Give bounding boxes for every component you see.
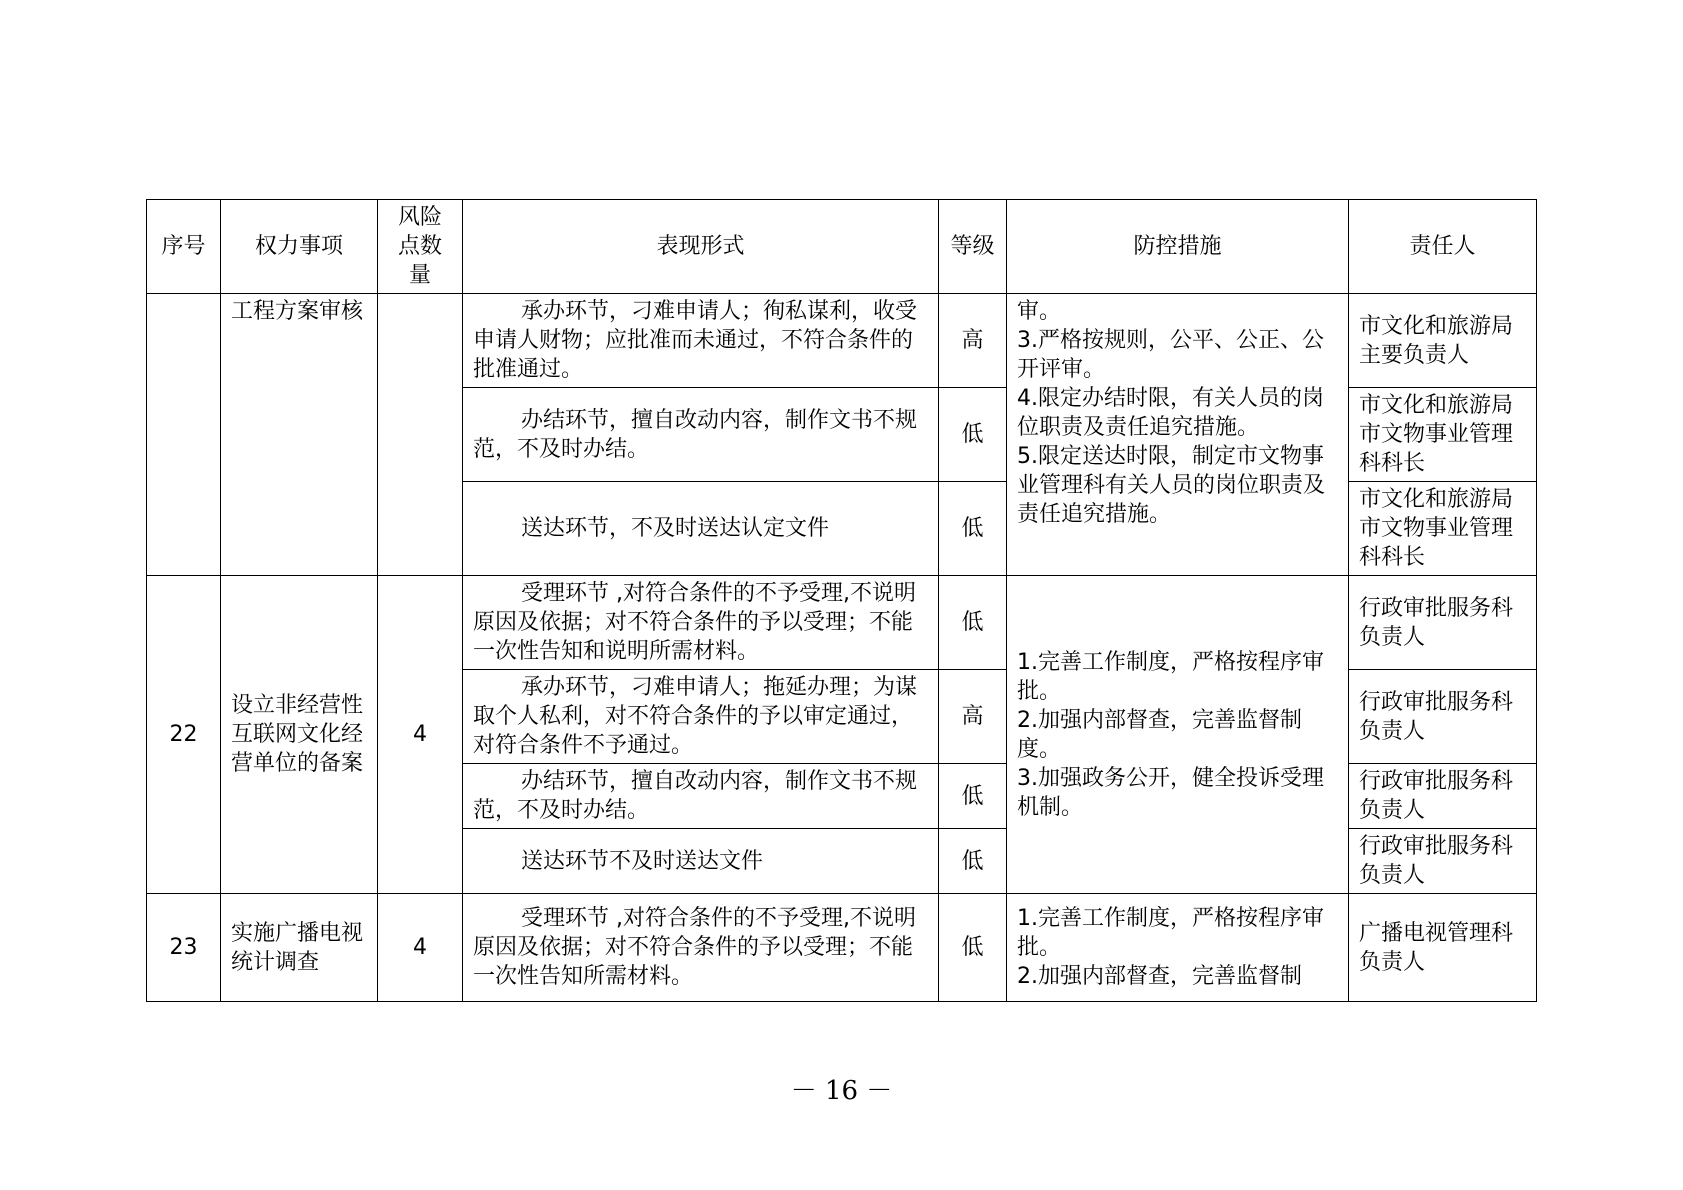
header-form: 表现形式 [463, 200, 939, 294]
level-cell: 低 [939, 829, 1007, 894]
header-level: 等级 [939, 200, 1007, 294]
measure-line: 3.加强政务公开，健全投诉受理机制。 [1017, 765, 1324, 820]
measure-line: 1.完善工作制度，严格按程序审批。 [1017, 906, 1324, 960]
risk-count-cell: 4 [378, 576, 463, 894]
form-cell: 办结环节，擅自改动内容，制作文书不规范，不及时办结。 [463, 388, 939, 482]
seq-cell: 23 [147, 894, 221, 1002]
form-cell: 送达环节，不及时送达认定文件 [463, 482, 939, 576]
measures-cell [1007, 294, 1349, 576]
header-item: 权力事项 [221, 200, 378, 294]
level-cell: 低 [939, 764, 1007, 829]
table-row [147, 576, 1537, 670]
responsible-cell: 市文化和旅游局市文物事业管理科科长 [1349, 482, 1537, 576]
measure-line: 5.限定送达时限，制定市文物事业管理科有关人员的岗位职责及责任追究措施。 [1017, 444, 1326, 527]
item-cell: 工程方案审核 [221, 294, 378, 576]
table-row [147, 294, 1537, 388]
header-risk-count: 风险点数量 [378, 200, 463, 294]
level-cell: 低 [939, 388, 1007, 482]
measure-line: 审。 [1017, 299, 1062, 324]
responsible-cell: 市文化和旅游局市文物事业管理科科长 [1349, 388, 1537, 482]
level-cell: 高 [939, 294, 1007, 388]
item-cell: 实施广播电视统计调查 [221, 894, 378, 1002]
risk-control-table [146, 199, 1537, 1002]
form-cell: 承办环节，刁难申请人；拖延办理；为谋取个人私利，对不符合条件的予以审定通过，对符合条件不予通过。 [463, 670, 939, 764]
level-cell: 低 [939, 482, 1007, 576]
measure-line: 3.严格按规则，公平、公正、公开评审。 [1017, 328, 1324, 382]
header-seq: 序号 [147, 200, 221, 294]
header-measures: 防控措施 [1007, 200, 1349, 294]
item-cell: 设立非经营性互联网文化经营单位的备案 [221, 576, 378, 894]
measures-cell [1007, 894, 1349, 1002]
table-header-row [147, 200, 1537, 294]
header-responsible: 责任人 [1349, 200, 1537, 294]
seq-cell: 22 [147, 576, 221, 894]
form-cell: 办结环节，擅自改动内容，制作文书不规范，不及时办结。 [463, 764, 939, 829]
responsible-cell: 市文化和旅游局主要负责人 [1349, 294, 1537, 388]
level-cell: 低 [939, 576, 1007, 670]
measure-line: 2.加强内部督查，完善监督制 [1017, 964, 1302, 989]
responsible-cell: 行政审批服务科负责人 [1349, 576, 1537, 670]
form-cell: 承办环节，刁难申请人；徇私谋利，收受申请人财物；应批准而未通过，不符合条件的批准通过。 [463, 294, 939, 388]
form-cell: 受理环节 ,对符合条件的不予受理,不说明原因及依据；对不符合条件的予以受理；不能一次性告知所需材料。 [463, 894, 939, 1002]
measure-line: 2.加强内部督查，完善监督制度。 [1017, 707, 1302, 762]
risk-count-cell [378, 294, 463, 576]
responsible-cell: 行政审批服务科负责人 [1349, 829, 1537, 894]
seq-cell [147, 294, 221, 576]
responsible-cell: 行政审批服务科负责人 [1349, 670, 1537, 764]
level-cell: 低 [939, 894, 1007, 1002]
responsible-cell: 行政审批服务科负责人 [1349, 764, 1537, 829]
risk-count-cell: 4 [378, 894, 463, 1002]
table-row [147, 894, 1537, 1002]
form-cell: 送达环节不及时送达文件 [463, 829, 939, 894]
page-number: － 16 － [790, 1076, 893, 1106]
form-cell: 受理环节 ,对符合条件的不予受理,不说明原因及依据；对不符合条件的予以受理；不能一次性告知和说明所需材料。 [463, 576, 939, 670]
level-cell: 高 [939, 670, 1007, 764]
responsible-cell: 广播电视管理科负责人 [1349, 894, 1537, 1002]
measure-line: 1.完善工作制度，严格按程序审批。 [1017, 649, 1324, 704]
measures-cell [1007, 576, 1349, 894]
measure-line: 4.限定办结时限，有关人员的岗位职责及责任追究措施。 [1017, 386, 1324, 440]
